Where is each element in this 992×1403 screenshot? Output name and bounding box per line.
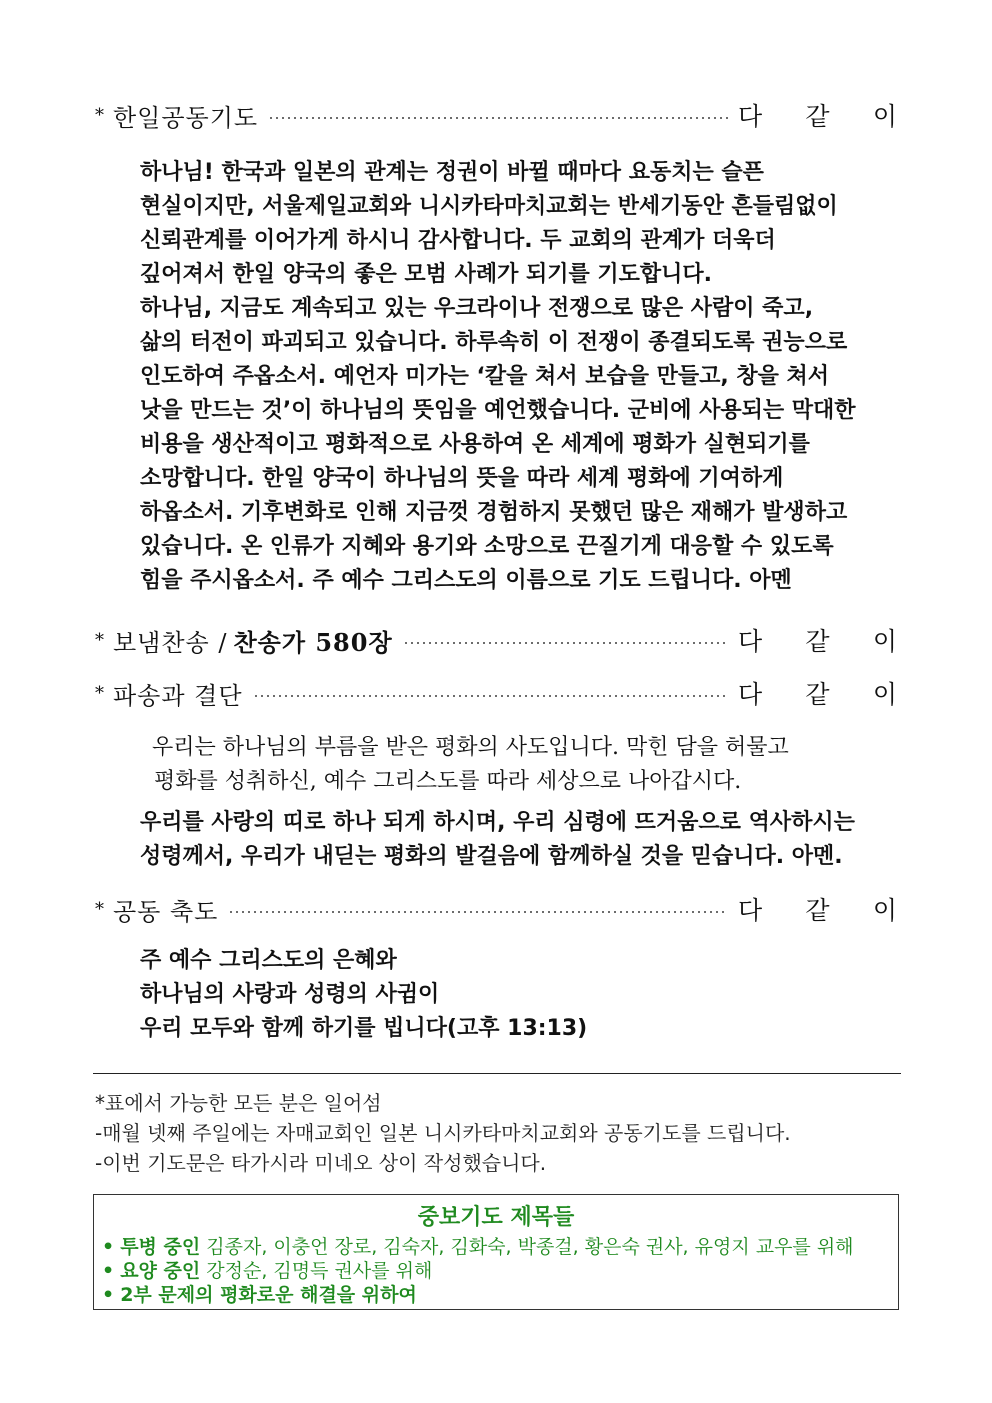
section-header-sending [95,673,898,713]
participants: 다 같 이 [738,896,898,925]
leader-dots [268,117,728,119]
footnotes: *표에서 가능한 모든 분은 일어섬 -매월 넷째 주일에는 자매교회인 일본 니시카타마치교회와 공동기도를 드립니다. -이번 기도문은 타가시라 미네오 상이 작성했습니다. [95,1091,791,1175]
leader-dots [403,642,728,644]
divider [93,1073,901,1074]
sending-people-text: 우리를 사랑의 띠로 하나 되게 하시며, 우리 심령에 뜨거움으로 역사하시는 성령께서, 우리가 내딛는 평화의 발걸음에 함께하실 것을 믿습니다. 아멘. [140,810,855,869]
hymn-number: 찬송가 580장 [233,627,393,657]
intercession-item: • 요양 중인 강정순, 김명득 권사를 위해 [102,1260,433,1282]
section-header-sending-hymn [95,620,898,660]
participants: 다 같 이 [738,627,898,656]
section-title: 공동 축도 [113,897,219,926]
section-title: 보냄찬송 / [113,628,228,657]
section-title: 한일공동기도 [113,103,259,132]
leader-dots [253,695,728,697]
section-header-benediction [95,889,898,929]
section-header-joint-prayer [95,95,898,135]
standing-mark: * [95,898,105,920]
standing-mark: * [95,682,105,704]
participants: 다 같 이 [738,102,898,131]
sending-leader-text: 우리는 하나님의 부름을 받은 평화의 사도입니다. 막힌 담을 허물고 평화를 성취하신, 예수 그리스도를 따라 세상으로 나아갑시다. [152,735,789,794]
standing-mark: * [95,104,105,126]
intercession-title: 중보기도 제목들 [417,1205,575,1230]
standing-mark: * [95,629,105,651]
intercession-item: • 투병 중인 김종자, 이충언 장로, 김숙자, 김화숙, 박종걸, 황은숙 권사, 유영지 교우를 위해 [102,1236,854,1258]
participants: 다 같 이 [738,680,898,709]
section-title: 파송과 결단 [113,681,243,710]
benediction-text: 주 예수 그리스도의 은혜와 하나님의 사랑과 성령의 사귐이 우리 모두와 함께 하기를 빕니다(고후 13:13) [140,948,588,1041]
intercession-box [93,1194,899,1310]
joint-prayer-text: 하나님! 한국과 일본의 관계는 정권이 바뀔 때마다 요동치는 슬픈 현실이지만, 서울제일교회와 니시카타마치교회는 반세기동안 흔들림없이 신뢰관계를 이어가게 하시니 감사합니다. 두 교회의 관계가 더욱더 깊어져서 한일 양국의 좋은 모범 사례가 되기를 기도합니다. 하나님, 지금도 계속되고 있는 우크라이나 전쟁으로 많은 사람이 죽고, 삶의 터전이 파괴되고 있습니다. 하루속히 이 전쟁이 종결되도록 권능으로 인도하여 주옵소서. 예언자 미가는 ‘칼을 쳐서 보습을 만들고, 창을 쳐서 낫을 만드는 것’이 하나님의 뜻임을 예언했습니다. 군비에 사용되는 막대한 비용을 생산적이고 평화적으로 사용하여 온 세계에 평화가 실현되기를 소망합니다. 한일 양국이 하나님의 뜻을 따라 세계 평화에 기여하게 하옵소서. 기후변화로 인해 지금껏 경험하지 못했던 많은 재해가 발생하고 있습니다. 온 인류가 지혜와 용기와 소망으로 끈질기게 대응할 수 있도록 힘을 주시옵소서. 주 예수 그리스도의 이름으로 기도 드립니다. 아멘 [140,160,856,593]
intercession-item: • 2부 문제의 평화로운 해결을 위하여 [102,1284,417,1306]
leader-dots [228,911,728,913]
